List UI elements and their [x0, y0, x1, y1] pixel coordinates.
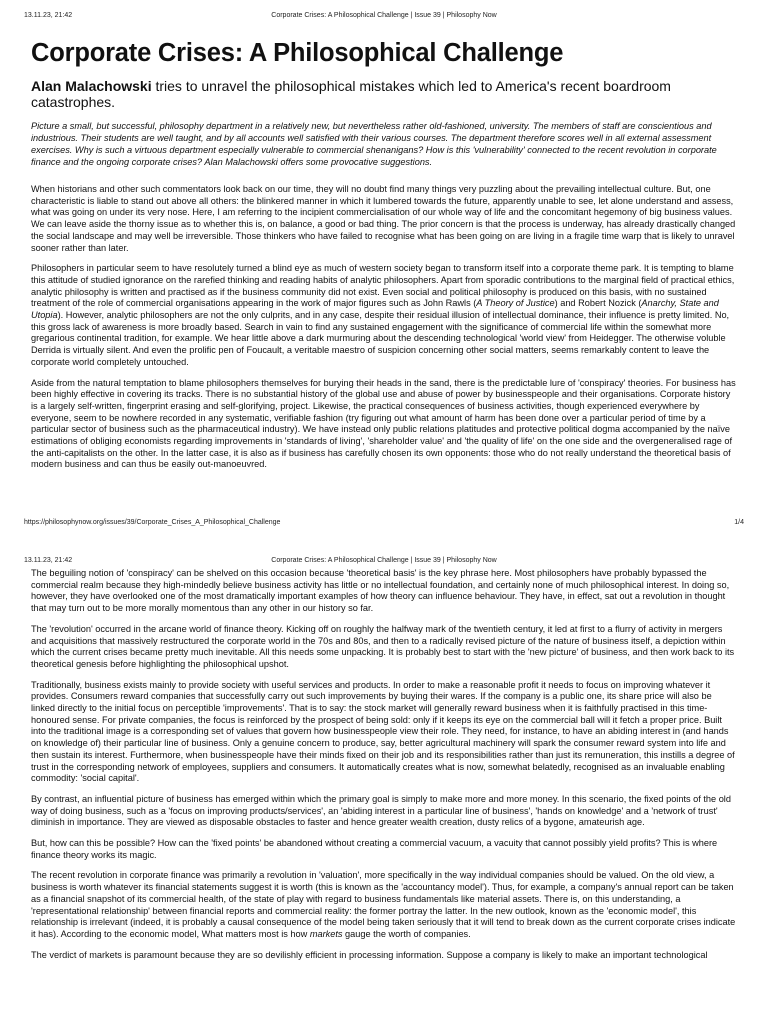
paragraph: The 'revolution' occurred in the arcane world of finance theory. Kicking off on roughly the halfway mark of the twentieth century, it led at first to a flurry of activity in mergers and acquisitions that massively restructured the corporate world in the 70s and 80s, and then to a radically revised picture of the nature of business itself, a depiction within which the current crises became pretty much inevitable. All this needs some unpacking. It is probably best to start with the 'new picture' of business, and then work back to its theoretical genesis before highlighting the philosophical upshot. [31, 623, 735, 669]
paragraph: But, how can this be possible? How can the 'fixed points' be abandoned without creating a commercial vacuum, a vacuity that cannot possibly yield profits? This is where finance theory works its magic. [31, 838, 718, 860]
print-header [24, 12, 744, 22]
paragraph: The verdict of markets is paramount because they are so devilishly efficient in processing information. Suppose a company is likely to make an important technological [31, 949, 708, 960]
emphasis: markets [309, 928, 343, 939]
article-content [31, 36, 738, 480]
article-content-continued [31, 568, 738, 970]
byline [31, 78, 738, 110]
print-page-title: Corporate Crises: A Philosophical Challenge | Issue 39 | Philosophy Now [271, 12, 497, 19]
print-url: https://philosophynow.org/issues/39/Corporate_Crises_A_Philosophical_Challenge [24, 519, 281, 526]
page-break [0, 532, 768, 552]
print-page-number: 1/4 [734, 519, 744, 526]
paragraph: By contrast, an influential picture of business has emerged within which the primary goal is simply to make more and more money. In this scenario, the fixed points of the old way of doing business, such as a 'focus on improving products/services', an 'abiding interest in a particular line of business', 'hands on knowledge' and a 'network of trust' diminish in importance. They are viewed as disposable obstacles to faster and hence greater wealth creation, dusty relics of a bygone, amateurish age. [31, 793, 731, 828]
print-header [24, 557, 744, 567]
paragraph: Aside from the natural temptation to blame philosophers themselves for burying their heads in the sand, there is the predictable lure of 'conspiracy' theories. For business has been highly effective in covering its tracks. There is no substantial history of the global use and abuse of power by businesspeople and their organisations. Corporate history is a largely self-written, fingerprint erasing and self-glorifying, project. Likewise, the practical consequences of business activities, though experienced everywhere by everyone, seem to be nowhere recorded in any systematic, verifiable fashion (try figuring out what amount of harm has been done over a particular period of time by a particular sector of business such as the pharmaceutical industry). We have instead only public relations platitudes and protective political dogma accompanied by the naïve estimations of obliging economists regarding improvements in 'standards of living', 'shareholder value' and 'the quality of life' on the one side and the overgeneralised rage of the anti-capitalists on the other. In the latter case, it is also as if business has carefully chosen its own opponents: those who do not really understand the theoretical basis of modern business and can thus be easily out-manoeuvred. [31, 377, 736, 470]
book-title: A Theory of Justice [476, 298, 555, 309]
article-subtitle: tries to unravel the philosophical mistakes which led to America's recent boardroom catastrophes. [31, 78, 671, 110]
print-datetime: 13.11.23, 21:42 [24, 557, 73, 564]
book-title: Anarchy, State and Utopia [31, 298, 719, 321]
paragraph: Traditionally, business exists mainly to provide society with useful services and products. In order to make a reasonable profit it needs to focus on improving whatever it provides. Consumers reward companies that successfully carry out such improvements by buying their wares. If the company is a public one, its share price will also be linked directly to the initial focus on perceptible 'improvements'. That is to say: the stock market will generally reward business when it is faithfully practised in this time-honoured sense. For private companies, the focus is reinforced by the prospect of being sold: only if it keeps its eye on the commercial ball will it fetch a proper price. Built into the traditional image is a corresponding set of values that govern how businesspeople view their role. They need, for instance, to have an abiding interest in (and hands on knowledge of) their particular line of business. Only a genuine concern to produce, say, better agricultural machinery will spark the consumer reward system into life and then sustain its interest. Furthermore, when businesspeople have their minds fixed on their job and its responsibilities rather than just its remuneration, this instills a degree of trust in the corresponding network of employees, suppliers and consumers. It automatically creates what is now, somewhat belatedly, recognised as an invaluable enabling commodity: 'social capital'. [31, 679, 735, 784]
article-intro: Picture a small, but successful, philosophy department in a relatively new, but nevertheless rather old-fashioned, university. The members of staff are conscientious and industrious. Their students are well taught, and by all accounts well satisfied with their various courses. The department therefore scores well in all external assessment exercises. Why is such a virtuous department especially vulnerable to commercial shenanigans? How is this 'vulnerability' connected to the recent revolution in corporate finance and the ongoing corporate crises? Alan Malachowski offers some provocative suggestions. [31, 121, 717, 167]
print-page-2 [0, 552, 768, 1024]
paragraph: The recent revolution in corporate finance was primarily a revolution in 'valuation', more specifically in the way individual companies should be valued. On the old view, a business is worth whatever its financial statements suggest it is worth (this is known as the 'accountancy model'). Thus, for example, a company's annual report can be taken as a financial snapshot of its commercial health, of the state of play with regard to business fundamentals like material assets. There is, on this understanding, a 'representational relationship' between financial reports and commercial reality: the former portray the latter. In the new outlook, known as the 'economic model', this relationship is irrelevant (indeed, it is probably a causal consequence of the model being taken seriously that it will tend to break down as the current corporate crises indicate it has). According to the economic model, What matters most is how markets gauge the worth of companies. [31, 870, 736, 939]
article-title: Corporate Crises: A Philosophical Challenge [31, 39, 564, 67]
author-name: Alan Malachowski [31, 78, 152, 94]
paragraph: When historians and other such commentators look back on our time, they will no doubt find many things very puzzling about the prevailing intellectual culture. But, one characteristic is liable to stand out above all others: the blinkered manner in which it lumbered towards the future, apparently unable to see, let alone understand and assess, what was going on under its very nose. Here, I am referring to the incipient commercialisation of our whole way of life and the concomitant hegemony of big business values. We can leave aside the thorny issue as to whether this is, on balance, a good or bad thing. The prior concern is that the process is underway, has already drastically changed the social landscape and may well be irreversible. Those thinkers who have failed to recognise what has been going on are living in a fragile time warp that is likely to unravel sooner rather than later. [31, 184, 736, 253]
print-page-title: Corporate Crises: A Philosophical Challenge | Issue 39 | Philosophy Now [271, 557, 497, 564]
paragraph: The beguiling notion of 'conspiracy' can be shelved on this occasion because 'theoretical basis' is the key phrase here. Most philosophers have probably bypassed the commercial realm because they high-mindedly believe business activity has little or no intellectual foundation, and certainly none of much philosophical interest. In doing so, however, they have overlooked one of the most dramatically important examples of how theory can influence behaviour. They have, in effect, sat out a revolution in thought that may turn out to be more morally momentous than any other in our history so far. [31, 568, 730, 614]
paragraph: Philosophers in particular seem to have resolutely turned a blind eye as much of western society began to transform itself into a corporate theme park. It is tempting to blame this attitude of studied ignorance on the rarefied thinking and reading habits of analytic philosophers. Apart from sporadic contributions to the marginal field of practical ethics, analytic philosophy is written and practised as if the business community did not exist. Even social and political philosophy is produced on this basis, with no sustained treatment of the role of commercial organisations appearing in the work of major figures such as John Rawls (A Theory of Justice) and Robert Nozick (Anarchy, State and Utopia). However, analytic philosophers are not the only culprits, and in any case, despite their residual illusion of intellectual dominance, their influence is pretty limited. No, this gross lack of awareness is more broadly based. Search in vain to find any sustained engagement with the significance of commercial life within the somewhat more gregarious continental tradition, for example. We hear little above a dark murmuring about the descending technological 'world view' from Heidegger. The otherwise voluble Derrida is virtually silent. And even the prolific pen of Foucault, a veritable maestro of suspicion concerning other social matters, seems remarkably content to leave the corporate world completely untouched. [31, 263, 735, 367]
print-datetime: 13.11.23, 21:42 [24, 12, 73, 19]
